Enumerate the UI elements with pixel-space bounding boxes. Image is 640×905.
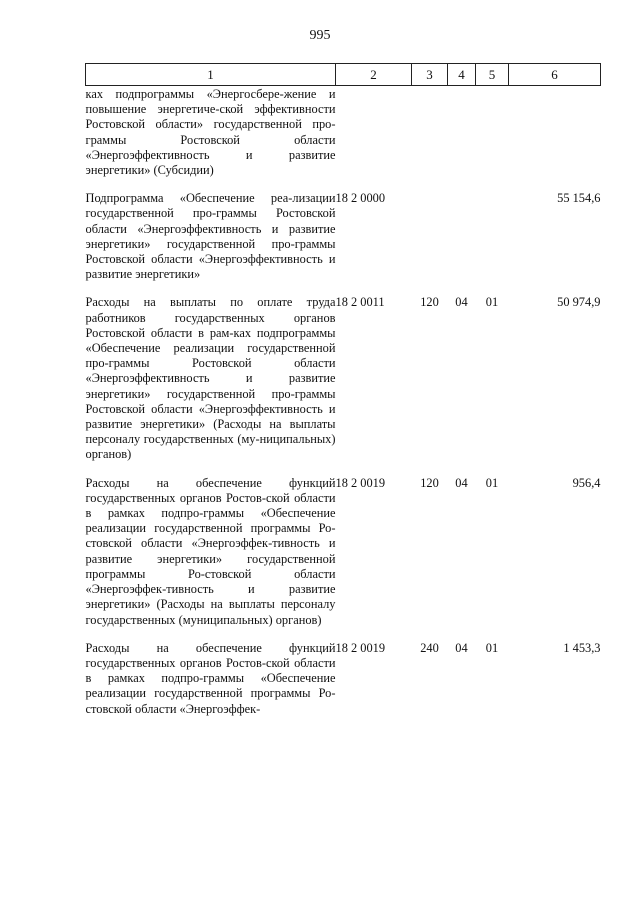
row-amount: [509, 86, 601, 179]
table-row: [86, 476, 601, 628]
row-amount: 1 453,3: [563, 640, 601, 655]
header-col-5: 5: [476, 64, 509, 86]
row-target-code: 18 2 0019: [335, 475, 386, 490]
row-description: Расходы на обеспечение функций государственных органов Ростов-ской области в рамках подпро-граммы «Обеспечение реализации государственной программы Ро-стовской области «Энергоэффек-тивность и развитие энергетики» государственной программы Ро-стовской области «Энергоэффек-тивность и развитие энергетики» (Расходы на выплаты персоналу государственных (муниципальных) органов): [85, 475, 336, 627]
table-row: [86, 191, 601, 282]
row-target-code: 18 2 0019: [335, 640, 386, 655]
table-row: [86, 295, 601, 462]
table-row: [86, 641, 601, 717]
row-expense-type: [412, 86, 448, 179]
row-section: 04: [455, 295, 468, 310]
header-col-3: 3: [412, 64, 448, 86]
row-target-code: [336, 86, 412, 179]
row-target-code: 18 2 0011: [335, 295, 385, 310]
page-number: 995: [309, 28, 331, 43]
row-section: [448, 86, 476, 179]
row-section: 04: [455, 475, 468, 490]
row-subsection: [476, 191, 509, 282]
header-col-2: 2: [336, 64, 412, 86]
row-section: [448, 191, 476, 282]
header-col-1: 1: [86, 64, 336, 86]
row-target-code: 18 2 0000: [335, 191, 386, 206]
row-amount: 50 974,9: [557, 295, 601, 310]
header-col-4: 4: [448, 64, 476, 86]
row-subsection: 01: [485, 640, 499, 655]
row-expense-type: 120: [420, 475, 439, 490]
row-description: ках подпрограммы «Энергосбере-жение и повышение энергетиче-ской эффективности Ростовской области» государственной про-граммы Ростовской области «Энергоэффективность и развитие энергетики» (Субсидии): [85, 87, 336, 178]
row-description: Подпрограмма «Обеспечение реа-лизации государственной про-граммы Ростовской области «Энергоэффективность и развитие энергетики» государственной про-граммы Ростовской области «Энергоэффективность и развитие энергетики»: [85, 191, 336, 282]
row-expense-type: 240: [420, 640, 439, 655]
row-amount: 55 154,6: [557, 191, 601, 206]
row-section: 04: [455, 640, 468, 655]
row-description: Расходы на выплаты по оплате труда работников государственных органов Ростовской области в рам-ках подпрограммы «Обеспечение реализации государственной про-граммы Ростовской области «Энергоэффективность и развитие энергетики» государственной про-граммы Ростовской области «Энергоэффективность и развитие энергетики» (Расходы на выплаты персоналу государственных (му-ниципальных) органов): [85, 295, 336, 462]
row-subsection: [476, 86, 509, 179]
table-header-row: [86, 64, 601, 86]
row-expense-type: 120: [420, 295, 439, 310]
table-row: [86, 86, 601, 179]
row-amount: 956,4: [572, 475, 601, 490]
budget-table: [85, 63, 601, 717]
row-subsection: 01: [485, 295, 499, 310]
row-description: Расходы на обеспечение функций государственных органов Ростов-ской области в рамках подпро-граммы «Обеспечение реализации государственной программы Ро-стовской области «Энергоэффек-: [85, 640, 336, 716]
row-subsection: 01: [485, 475, 499, 490]
row-expense-type: [412, 191, 448, 282]
header-col-6: 6: [509, 64, 601, 86]
